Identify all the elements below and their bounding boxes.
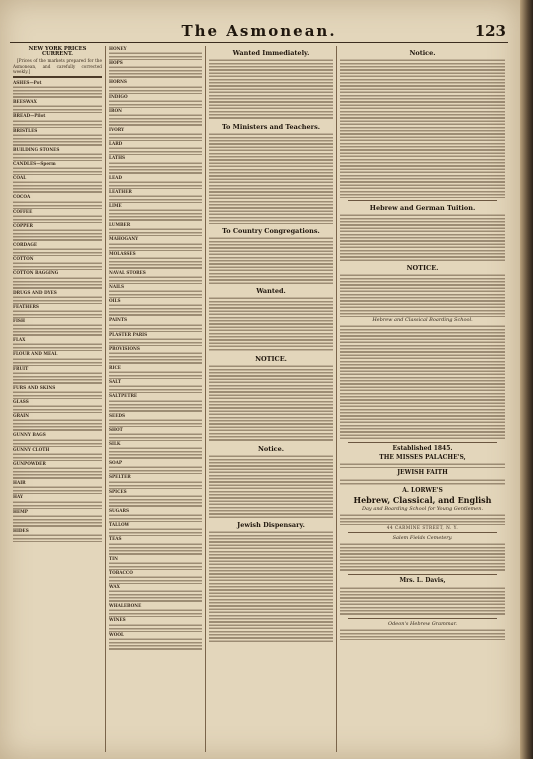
price-category-label: SOAP [109, 460, 123, 466]
price-category-label: WHALEBONE [109, 603, 142, 609]
price-entries [13, 214, 102, 223]
price-entries [13, 485, 102, 494]
price-category-label: LUMBER [109, 222, 131, 228]
price-entries [13, 371, 102, 385]
price-entries [13, 466, 102, 480]
price-entries [13, 166, 102, 175]
price-entries [109, 465, 202, 474]
article-text [209, 58, 333, 120]
book-gutter [520, 0, 533, 759]
price-entries [109, 85, 202, 94]
price-entries [109, 418, 202, 427]
price-category-label: SALT [109, 379, 121, 385]
country-title: To Country Congregations. [222, 227, 320, 235]
price-category-label: HEMP [13, 508, 28, 514]
price-category-label: DRUGS AND DYES [13, 289, 57, 295]
price-category-label: TIN [109, 555, 118, 561]
price-category-label: BREAD—Pilot [13, 113, 46, 119]
price-category-label: CANDLES—Sperm [13, 161, 56, 167]
davis-heading: Mrs. L. Davis, [399, 577, 446, 585]
article-text [340, 513, 505, 525]
price-category-label: COFFEE [13, 208, 33, 214]
column-prices-current-2 [106, 46, 206, 752]
price-category-label: FRUIT [13, 365, 29, 371]
hebrew-tuition-title: Hebrew and German Tuition. [369, 204, 476, 212]
boarding-school-title: Hebrew and Classical Boarding School. [372, 317, 473, 323]
price-entries [109, 623, 202, 632]
article-text [340, 58, 505, 198]
price-category-label: WINES [109, 617, 126, 623]
prices-title: NEW YORK PRICES CURRENT. [28, 46, 87, 58]
price-entries [109, 384, 202, 393]
price-entries [13, 309, 102, 318]
day-boarding-subtitle: Day and Boarding School for Young Gentlemen. [361, 506, 484, 512]
price-category-label: SPICES [109, 488, 127, 494]
price-entries [13, 452, 102, 461]
divider [348, 200, 497, 201]
price-entries [109, 527, 202, 536]
price-entries [13, 228, 102, 242]
column-notices [206, 46, 337, 752]
price-entries [109, 637, 202, 651]
price-entries [109, 208, 202, 222]
divider [13, 76, 102, 78]
price-entries [109, 132, 202, 141]
price-category-label: LEATHER [109, 188, 132, 194]
price-category-label: HONEY [109, 46, 127, 51]
school-address: 44 CARMINE STREET, N. Y. [386, 525, 459, 530]
price-entries [109, 146, 202, 155]
wanted-2-title: Wanted. [256, 287, 286, 295]
price-category-label: RICE [109, 365, 121, 371]
price-entries [13, 323, 102, 337]
price-category-label: COCOA [13, 194, 31, 200]
hebrew-classical-heading: Hebrew, Classical, and English [353, 495, 492, 505]
lorwe-heading: A. LORWE'S [402, 486, 443, 494]
article-text [209, 296, 333, 352]
price-category-label: LIME [109, 203, 122, 209]
price-category-label: COTTON BAGGING [13, 270, 59, 276]
price-category-label: NAVAL STORES [109, 269, 146, 275]
price-entries [13, 85, 102, 99]
price-category-label: GUNNY BAGS [13, 432, 46, 438]
price-category-label: INDIGO [109, 93, 128, 99]
price-category-label: TOBACCO [109, 569, 133, 575]
price-entries [13, 404, 102, 413]
price-entries [109, 65, 202, 79]
article-text [340, 324, 505, 440]
article-text [340, 542, 505, 572]
price-entries [109, 275, 202, 284]
price-category-label: FLAX [13, 337, 26, 343]
price-entries [109, 480, 202, 489]
notice-2-title: Notice. [257, 445, 285, 453]
article-text [340, 628, 505, 640]
ministers-title: To Ministers and Teachers. [221, 123, 321, 131]
price-entries [13, 119, 102, 128]
divider [348, 574, 497, 575]
price-entries [109, 494, 202, 508]
price-category-label: FEATHERS [13, 303, 39, 309]
notice-3-title: Notice. [409, 49, 436, 57]
price-category-label: OILS [109, 298, 121, 304]
price-category-label: HORNS [109, 79, 127, 85]
divider [348, 618, 497, 619]
prices-intro: [Prices of the markets prepared for the Asmonean, and carefully corrected weekly.] [13, 58, 102, 74]
price-category-label: SEEDS [109, 412, 126, 418]
article-text [340, 478, 505, 486]
price-category-label: FISH [13, 318, 25, 324]
jewish-faith-heading: JEWISH FAITH [397, 469, 448, 476]
price-entries [109, 99, 202, 108]
price-entries [109, 161, 202, 175]
salem-fields-title: Salem Fields Cemetery. [392, 535, 453, 542]
price-entries [109, 513, 202, 522]
price-category-label: WOOL [109, 631, 124, 637]
article-text [340, 586, 505, 616]
price-category-label: GRAIN [13, 413, 30, 419]
price-category-label: PAINTS [109, 317, 128, 323]
price-entries [13, 104, 102, 113]
price-category-label: LATHS [109, 155, 126, 161]
price-entries [13, 152, 102, 161]
price-entries [109, 589, 202, 603]
price-category-label: COAL [13, 175, 27, 181]
price-entries [109, 432, 202, 441]
price-category-label: COTTON [13, 256, 34, 262]
hebrew-grammar-title: Odeon's Hebrew Grammar. [387, 620, 458, 627]
article-text [209, 236, 333, 284]
price-category-label: SPELTER [109, 474, 131, 480]
price-entries [13, 438, 102, 447]
wanted-title: Wanted Immediately. [232, 49, 310, 57]
price-category-label: SHOT [109, 426, 123, 432]
price-entries [13, 133, 102, 147]
price-entries [13, 357, 102, 366]
article-text [209, 132, 333, 224]
price-entries [13, 200, 102, 209]
price-entries [109, 575, 202, 584]
price-entries [13, 342, 102, 351]
divider [348, 442, 497, 443]
price-category-label: MOLASSES [109, 250, 136, 256]
price-entries [109, 194, 202, 203]
article-text [209, 454, 333, 518]
price-category-label: MAHOGANY [109, 236, 139, 242]
price-category-label: IVORY [109, 127, 125, 133]
price-entries [13, 533, 102, 542]
price-entries [109, 542, 202, 556]
price-category-label: WAX [109, 583, 120, 589]
price-category-label: TEAS [109, 536, 122, 542]
price-category-label: SUGARS [109, 507, 130, 513]
price-category-label: ASHES—Pot [13, 80, 42, 86]
price-entries [13, 295, 102, 304]
price-entries [13, 261, 102, 270]
price-entries [109, 242, 202, 251]
price-category-label: HAIR [13, 480, 26, 486]
price-entries [109, 608, 202, 617]
price-category-label: PLASTER PARIS [109, 331, 148, 337]
prices-list [13, 80, 102, 542]
page-header [10, 22, 508, 43]
price-category-label: BEESWAX [13, 99, 37, 105]
price-entries [13, 276, 102, 290]
price-category-label: IRON [109, 107, 122, 113]
page-number: 123 [474, 22, 506, 40]
price-entries [109, 256, 202, 270]
price-entries [109, 227, 202, 236]
column-advertisements [337, 46, 508, 752]
price-entries [109, 351, 202, 365]
price-category-label: HIDES [13, 527, 29, 533]
price-category-label: LEAD [109, 174, 123, 180]
price-entries [109, 180, 202, 189]
price-category-label: FLOUR AND MEAL [13, 351, 58, 357]
price-category-label: NAILS [109, 284, 125, 290]
dispensary-title: Jewish Dispensary. [237, 521, 305, 529]
price-entries [109, 289, 202, 298]
article-text [209, 364, 333, 442]
price-entries [109, 337, 202, 346]
column-prices-current-1 [10, 46, 106, 752]
price-category-label: GLASS [13, 399, 29, 405]
price-category-label: LARD [109, 141, 123, 147]
price-entries [109, 370, 202, 379]
price-entries [109, 561, 202, 570]
notice-4-title: NOTICE. [406, 264, 439, 272]
price-entries [13, 247, 102, 256]
price-category-label: COPPER [13, 222, 33, 228]
price-category-label: BUILDING STONES [13, 146, 60, 152]
prices-list [109, 46, 202, 651]
price-entries [13, 500, 102, 509]
article-text [340, 213, 505, 261]
price-category-label: CORDAGE [13, 242, 38, 248]
price-entries [13, 514, 102, 528]
article-text [340, 273, 505, 317]
price-entries [109, 399, 202, 413]
price-category-label: SALTPETRE [109, 393, 138, 399]
price-entries [109, 303, 202, 317]
price-category-label: BRISTLES [13, 127, 38, 133]
established-heading: Established 1845. [392, 445, 453, 452]
price-category-label: GUNPOWDER [13, 460, 46, 466]
price-entries [109, 446, 202, 460]
article-text [209, 530, 333, 642]
price-category-label: TALLOW [109, 522, 130, 528]
price-category-label: PROVISIONS [109, 345, 140, 351]
price-entries [109, 113, 202, 127]
article-text [340, 462, 505, 468]
price-entries [13, 390, 102, 399]
price-category-label: GUNNY CLOTH [13, 446, 50, 452]
price-entries [13, 418, 102, 432]
price-category-label: SILK [109, 441, 121, 447]
notice-1-title: NOTICE. [255, 355, 287, 363]
divider [348, 532, 497, 533]
columns [10, 46, 508, 752]
price-entries [109, 51, 202, 60]
price-entries [13, 180, 102, 194]
masthead-title: The Asmonean. [181, 22, 337, 40]
price-category-label: HAY [13, 494, 23, 500]
price-category-label: FURS AND SKINS [13, 384, 56, 390]
misses-palache-heading: THE MISSES PALACHE'S, [379, 453, 466, 461]
price-category-label: HOPS [109, 60, 123, 66]
price-entries [109, 323, 202, 332]
